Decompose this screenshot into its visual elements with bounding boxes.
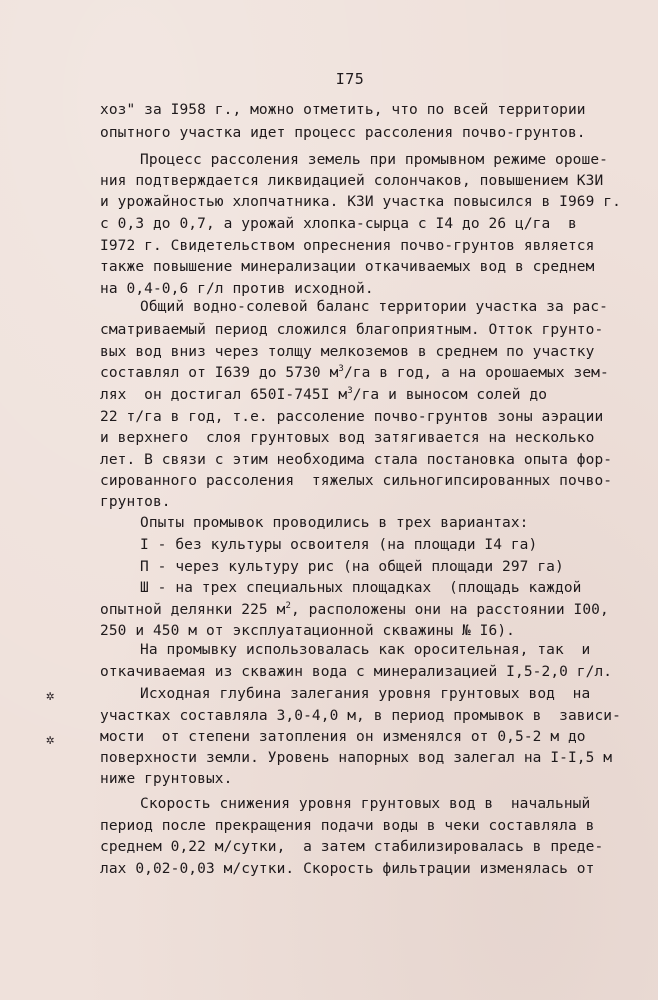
text-line: ния подтверждается ликвидацией солончаков, повышением КЗИ xyxy=(100,173,604,189)
text-line: I - без культуры освоителя (на площади I4 га) xyxy=(140,537,538,553)
page-number: I75 xyxy=(335,70,365,88)
text-line: Опыты промывок проводились в трех вариантах: xyxy=(140,515,529,531)
text-line: хоз" за I958 г., можно отметить, что по всей территории xyxy=(100,102,586,118)
text-fragment: /га и выносом солей до xyxy=(352,387,548,403)
superscript: 2 xyxy=(285,601,291,611)
text-line: 22 т/га в год, т.е. рассоление почво-грунтов зоны аэрации xyxy=(100,409,604,425)
text-line: сматриваемый период сложился благоприятным. Отток грунто- xyxy=(100,322,604,338)
text-fragment: /га в год, а на орошаемых зем- xyxy=(343,365,609,381)
superscript: 3 xyxy=(347,386,353,396)
text-line: лет. В связи с этим необходима стала постановка опыта фор- xyxy=(100,452,613,468)
text-line: ниже грунтовых. xyxy=(100,771,233,787)
text-line xyxy=(100,385,547,405)
text-line: и урожайностью хлопчатника. КЗИ участка повысился в I969 г. xyxy=(100,194,621,210)
text-fragment: составлял от I639 до 5730 м xyxy=(100,365,339,381)
text-fragment: , расположены они на расстоянии I00, xyxy=(290,602,609,618)
text-line: 250 и 450 м от эксплуатационной скважины № I6). xyxy=(100,623,515,639)
text-line: Ш - на трех специальных площадках (площадь каждой xyxy=(140,580,582,596)
text-line: Общий водно-солевой баланс территории участка за рас- xyxy=(140,299,608,315)
text-line: также повышение минерализации откачиваемых вод в среднем xyxy=(100,259,595,275)
margin-mark: ✲ xyxy=(46,688,55,704)
text-line: Скорость снижения уровня грунтовых вод в начальный xyxy=(140,796,591,812)
text-line: П - через культуру рис (на общей площади 297 га) xyxy=(140,559,564,575)
text-line: с 0,3 до 0,7, а урожай хлопка-сырца с I4 до 26 ц/га в xyxy=(100,216,577,232)
text-line: вых вод вниз через толщу мелкоземов в среднем по участку xyxy=(100,344,595,360)
text-line: грунтов. xyxy=(100,494,171,510)
text-line: поверхности земли. Уровень напорных вод залегал на I-I,5 м xyxy=(100,750,613,766)
text-line: среднем 0,22 м/сутки, а затем стабилизировалась в преде- xyxy=(100,839,604,855)
margin-mark: ✲ xyxy=(46,732,55,748)
text-line: участках составляла 3,0-4,0 м, в период промывок в зависи- xyxy=(100,708,621,724)
text-line: мости от степени затопления он изменялся от 0,5-2 м до xyxy=(100,729,586,745)
text-line: лах 0,02-0,03 м/сутки. Скорость фильтрации изменялась от xyxy=(100,861,595,877)
text-line: I972 г. Свидетельством опреснения почво-грунтов является xyxy=(100,238,595,254)
text-line: откачиваемая из скважин вода с минерализацией I,5-2,0 г/л. xyxy=(100,664,613,680)
text-line: Процесс рассоления земель при промывном режиме ороше- xyxy=(140,152,608,168)
text-line xyxy=(100,600,609,620)
text-line: На промывку использовалась как оросительная, так и xyxy=(140,642,591,658)
superscript: 3 xyxy=(338,364,344,374)
text-line: опытного участка идет процесс рассоления почво-грунтов. xyxy=(100,125,586,141)
text-line: и верхнего слоя грунтовых вод затягивается на несколько xyxy=(100,430,595,446)
text-fragment: лях он достигал 650I-745I м xyxy=(100,387,348,403)
text-line: Исходная глубина залегания уровня грунтовых вод на xyxy=(140,686,591,702)
text-line: на 0,4-0,6 г/л против исходной. xyxy=(100,281,374,297)
text-line: сированного рассоления тяжелых сильногипсированных почво- xyxy=(100,473,613,489)
text-fragment: опытной делянки 225 м xyxy=(100,602,286,618)
text-line xyxy=(100,363,609,383)
text-line: период после прекращения подачи воды в чеки составляла в xyxy=(100,818,595,834)
